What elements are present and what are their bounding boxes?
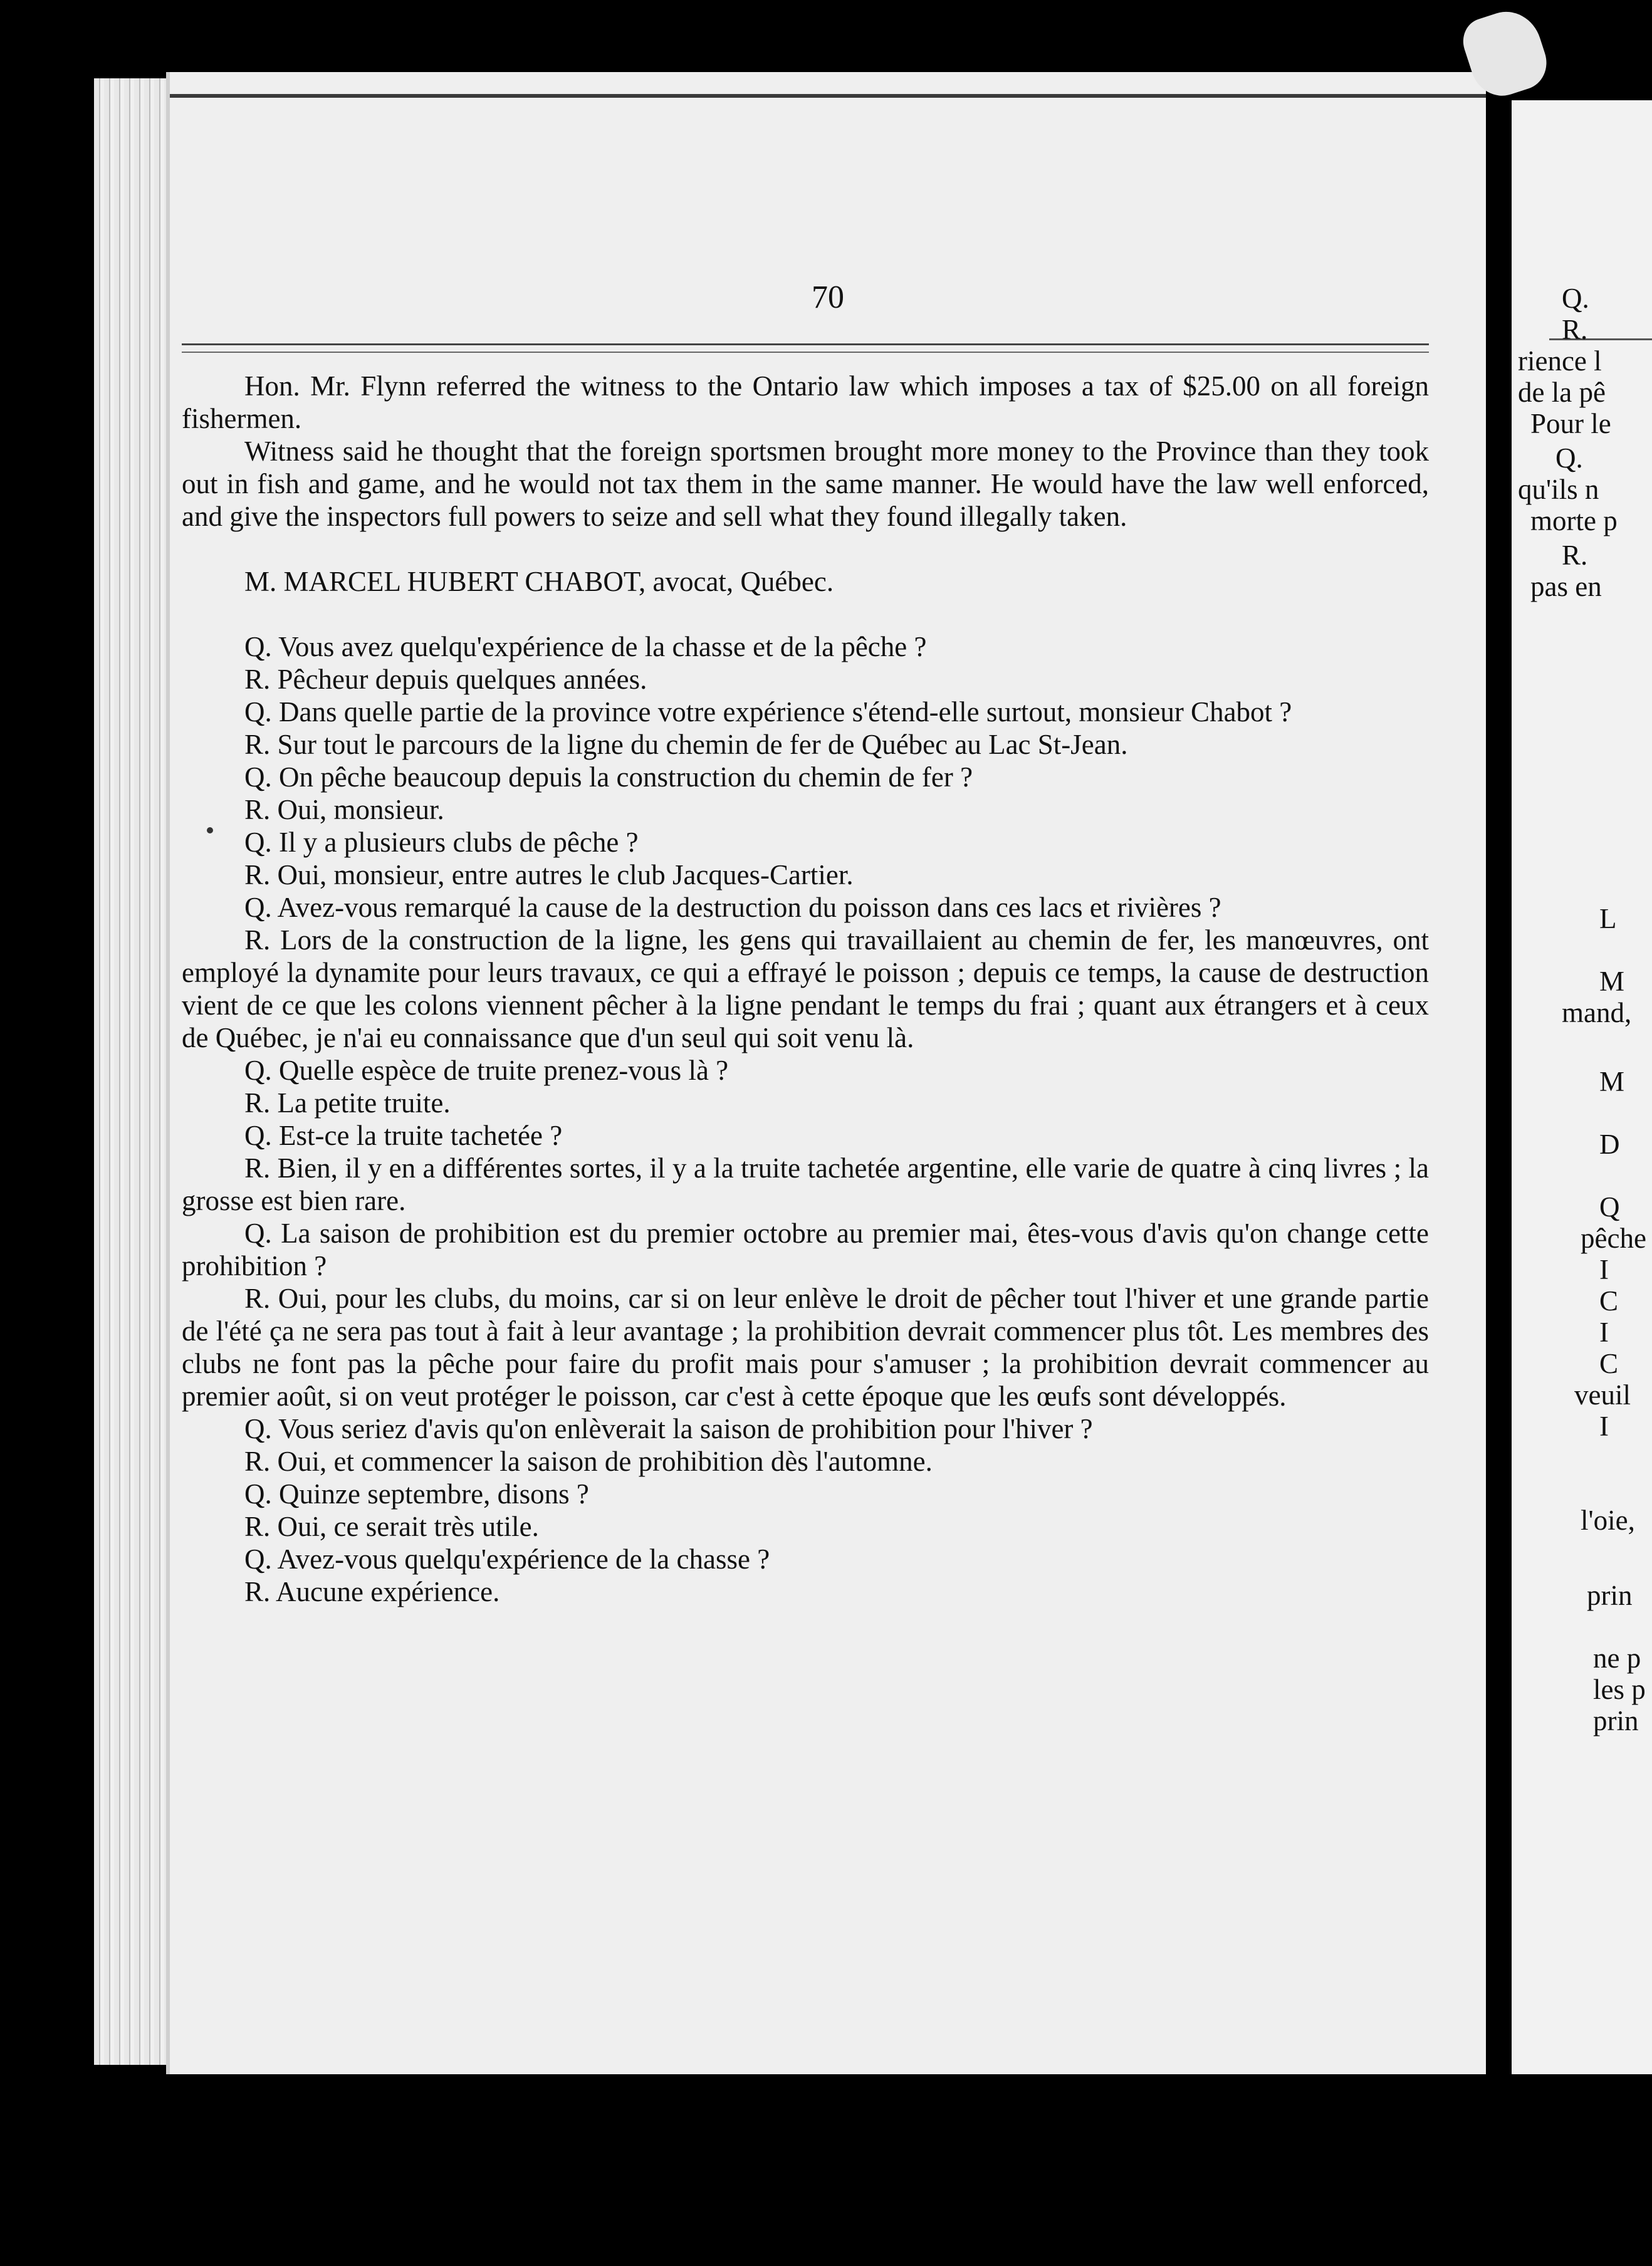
right-page-text: I [1599,1317,1609,1348]
right-page-text: Q. [1555,442,1583,474]
page-top-edge [170,94,1486,98]
qa-paragraph: R. Oui, et commencer la saison de prohibition dès l'automne. [244,1446,933,1477]
qa-paragraph: R. Oui, ce serait très utile. [244,1511,539,1542]
qa-paragraph: R. Bien, il y en a différentes sortes, il y a la truite tachetée argentine, elle varie de quatre à cinq livres ; la grosse est bien rare. [182,1152,1429,1216]
paragraph: Hon. Mr. Flynn referred the witness to the Ontario law which imposes a tax of $25.00 on all foreign fishermen. [182,370,1429,434]
qa-paragraph: Q. Avez-vous remarqué la cause de la destruction du poisson dans ces lacs et rivières ? [244,892,1221,923]
qa-paragraph: R. Oui, monsieur, entre autres le club Jacques-Cartier. [244,859,854,890]
right-page-text: R. [1562,314,1588,345]
qa-paragraph: R. Lors de la construction de la ligne, les gens qui travaillaient au chemin de fer, les manœuvres, ont employé la dynamite pour leurs travaux, ce qui a effrayé le poisson ; depuis ce temps, la cause de destruction vient de ce que les colons viennent pêcher à la ligne pendant le temps du frai ; quant aux étrangers et à ceux de Québec, je n'ai eu connaissance que d'un seul qui soit venu là. [182,924,1429,1053]
qa-paragraph: Q. On pêche beaucoup depuis la construction du chemin de fer ? [244,761,973,793]
qa-paragraph: Q. Vous avez quelqu'expérience de la chasse et de la pêche ? [244,631,927,662]
qa-paragraph: R. La petite truite. [244,1087,451,1119]
right-page-text: M [1599,1066,1625,1097]
qa-paragraph: Q. Quelle espèce de truite prenez-vous là ? [244,1055,729,1086]
right-page-text: prin [1587,1580,1633,1611]
right-page-text: de la pê [1518,377,1606,408]
qa-paragraph: Q. Dans quelle partie de la province votre expérience s'étend-elle surtout, monsieur Chabot ? [244,696,1292,728]
right-page-text: C [1599,1348,1619,1379]
witness-heading: M. MARCEL HUBERT CHABOT, avocat, Québec. [244,566,834,597]
right-page-text: M [1599,966,1625,997]
qa-paragraph: Q. Quinze septembre, disons ? [244,1478,589,1510]
qa-paragraph: Q. Est-ce la truite tachetée ? [244,1120,563,1151]
page-number: 70 [812,279,844,315]
right-page-text: prin [1593,1705,1639,1736]
paragraph: Witness said he thought that the foreign sportsmen brought more money to the Province than they took out in fish and game, and he would not tax them in the same manner. He would have the law well enforced, and give the inspectors full powers to seize and sell what they found illegally taken. [182,436,1429,532]
right-page-text: morte p [1530,505,1618,536]
header-rule [182,343,1429,353]
qa-paragraph: R. Aucune expérience. [244,1576,500,1607]
right-page-text: Pour le [1530,408,1611,439]
qa-paragraph: Q. Il y a plusieurs clubs de pêche ? [244,827,639,858]
qa-paragraph: Q. La saison de prohibition est du premier octobre au premier mai, êtes-vous d'avis qu'on change cette prohibition ? [182,1218,1429,1282]
right-page-text: veuil [1574,1379,1631,1411]
qa-paragraph: R. Oui, monsieur. [244,794,444,825]
right-page-text: l'oie, [1581,1505,1635,1536]
right-page-text: mand, [1562,997,1632,1028]
right-page-text: Q. [1562,283,1589,314]
right-page-text: I [1599,1254,1609,1285]
qa-paragraph: R. Pêcheur depuis quelques années. [244,664,647,695]
qa-paragraph: Q. Avez-vous quelqu'expérience de la chasse ? [244,1543,770,1575]
right-page-text: pas en [1530,571,1602,602]
qa-paragraph: R. Oui, pour les clubs, du moins, car si on leur enlève le droit de pêcher tout l'hiver et une grande partie de l'été ça ne sera pas tout à fait à leur avantage ; la prohibition devrait commencer plus tôt. Les membres des clubs ne font pas la pêche pour faire du profit mais pour s'amuser ; la prohibition devrait commencer au premier août, si on veut protéger le poisson, car c'est à cette époque que les œufs sont développés. [182,1283,1429,1412]
book-page-edges [94,78,169,2065]
right-page-text: pêche [1581,1223,1646,1254]
right-page-text: les p [1593,1674,1646,1705]
right-page-text: L [1599,903,1617,934]
right-page-text: rience l [1518,345,1602,377]
qa-paragraph: Q. Vous seriez d'avis qu'on enlèverait la saison de prohibition pour l'hiver ? [244,1413,1093,1444]
body-text [182,370,1429,1608]
qa-paragraph: R. Sur tout le parcours de la ligne du chemin de fer de Québec au Lac St-Jean. [244,729,1128,760]
right-page-text: R. [1562,540,1588,571]
right-page-text: I [1599,1411,1609,1442]
right-page-text: ne p [1593,1642,1641,1674]
right-page-text: Q [1599,1191,1620,1223]
right-page-text: qu'ils n [1518,474,1599,505]
right-page-text: C [1599,1285,1619,1317]
right-page-fragment [1512,100,1652,2074]
right-page-text: D [1599,1129,1620,1160]
scan-border [0,2074,1652,2266]
